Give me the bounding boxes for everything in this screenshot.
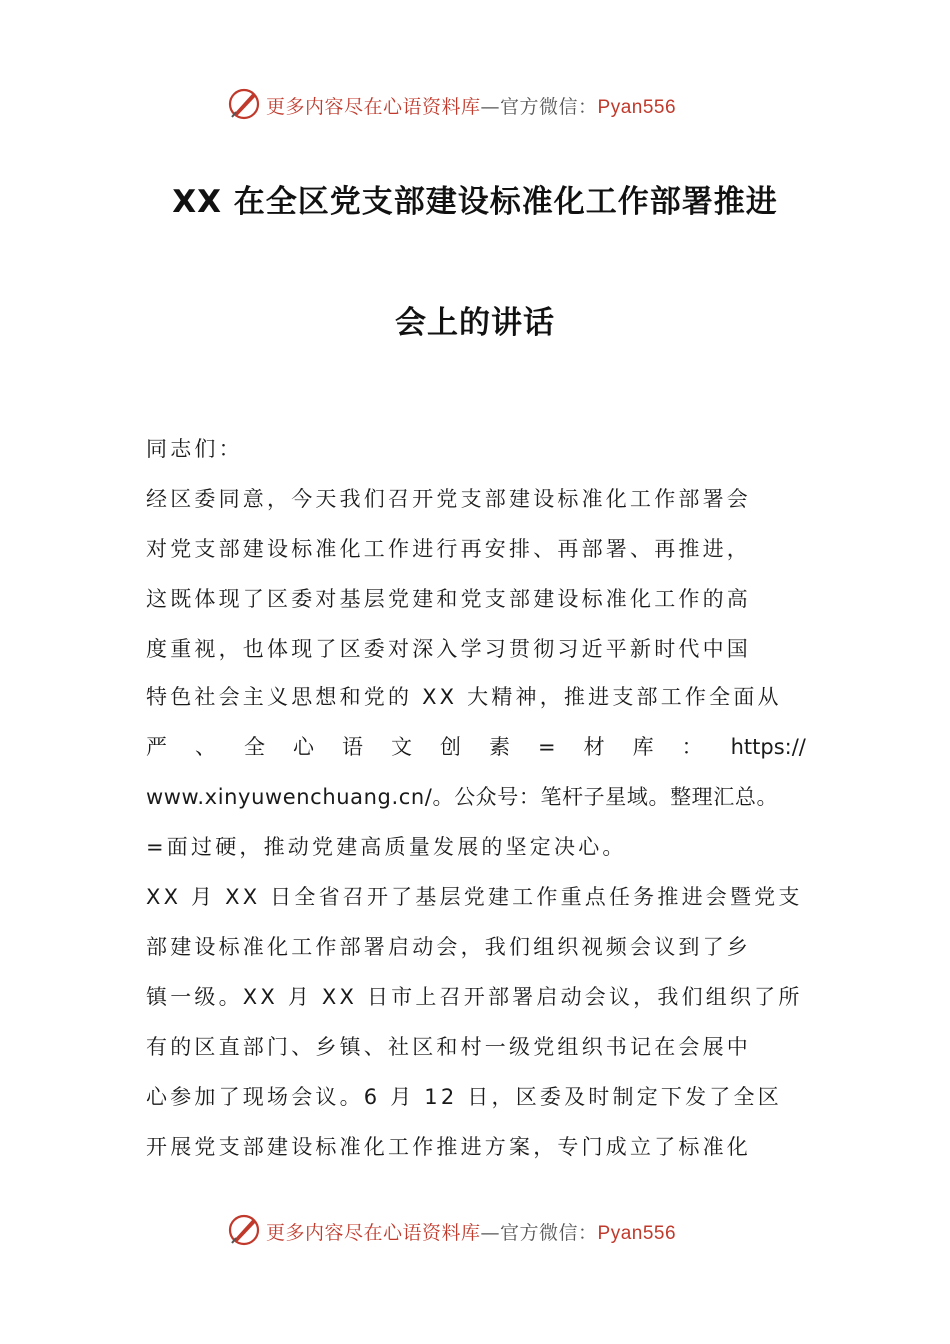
watermark-prefix: 更多内容尽在心语资料库: [266, 96, 481, 118]
body-line: 心参加了现场会议。6 月 12 日，区委及时制定下发了全区: [146, 1085, 782, 1109]
watermark-dash: —: [480, 1222, 501, 1244]
watermark-official: 官方微信：: [500, 1222, 598, 1244]
body-line: www.xinyuwenchuang.cn/。公众号：笔杆子星域。整理汇总。: [146, 785, 779, 809]
spread-char: ：: [681, 735, 703, 759]
spread-char: 库: [632, 735, 654, 759]
spread-char: 素: [489, 735, 510, 759]
watermark-banner-top: [0, 84, 950, 124]
body-line: 开展党支部建设标准化工作推进方案，专门成立了标准化: [146, 1135, 751, 1159]
watermark-text: [266, 1218, 676, 1245]
body-line: 特色社会主义思想和党的 XX 大精神，推进支部工作全面从: [146, 685, 782, 709]
spread-char: 、: [195, 735, 216, 759]
doc-title-line-1: XX 在全区党支部建设标准化工作部署推进: [172, 184, 778, 220]
quill-logo-icon: [226, 1212, 262, 1248]
body-line: 度重视，也体现了区委对深入学习贯彻习近平新时代中国: [146, 637, 751, 661]
spread-char: 文: [391, 735, 412, 759]
body-line: 对党支部建设标准化工作进行再安排、再部署、再推进，: [146, 537, 751, 561]
spread-char: =: [538, 735, 556, 759]
spread-char: 心: [293, 735, 314, 759]
watermark-official: 官方微信：: [500, 96, 598, 118]
body-line-spread: [146, 732, 806, 762]
watermark-text: [266, 92, 676, 119]
body-line: 同志们：: [146, 437, 243, 461]
quill-logo-icon: [226, 86, 262, 122]
body-line: 经区委同意，今天我们召开党支部建设标准化工作部署会: [146, 487, 751, 511]
watermark-wechat-id: Pyan556: [597, 1223, 677, 1244]
watermark-dash: —: [480, 96, 501, 118]
spread-char: 语: [342, 735, 363, 759]
spread-char: 严: [146, 735, 167, 759]
body-line: XX 月 XX 日全省召开了基层党建工作重点任务推进会暨党支: [146, 885, 803, 909]
doc-title-line-2: 会上的讲话: [395, 305, 555, 341]
watermark-banner-bottom: [0, 1210, 950, 1250]
body-line: 部建设标准化工作部署启动会，我们组织视频会议到了乡: [146, 935, 751, 959]
spread-char: 全: [244, 735, 265, 759]
spread-char: 创: [440, 735, 461, 759]
body-line: 镇一级。XX 月 XX 日市上召开部署启动会议，我们组织了所: [146, 985, 803, 1009]
body-line: 有的区直部门、乡镇、社区和村一级党组织书记在会展中: [146, 1035, 751, 1059]
spread-url: https://: [730, 735, 806, 759]
watermark-wechat-id: Pyan556: [597, 97, 677, 118]
body-line: 这既体现了区委对基层党建和党支部建设标准化工作的高: [146, 587, 751, 611]
body-line: =面过硬，推动党建高质量发展的坚定决心。: [146, 835, 627, 859]
spread-char: 材: [583, 735, 605, 759]
watermark-prefix: 更多内容尽在心语资料库: [266, 1222, 481, 1244]
